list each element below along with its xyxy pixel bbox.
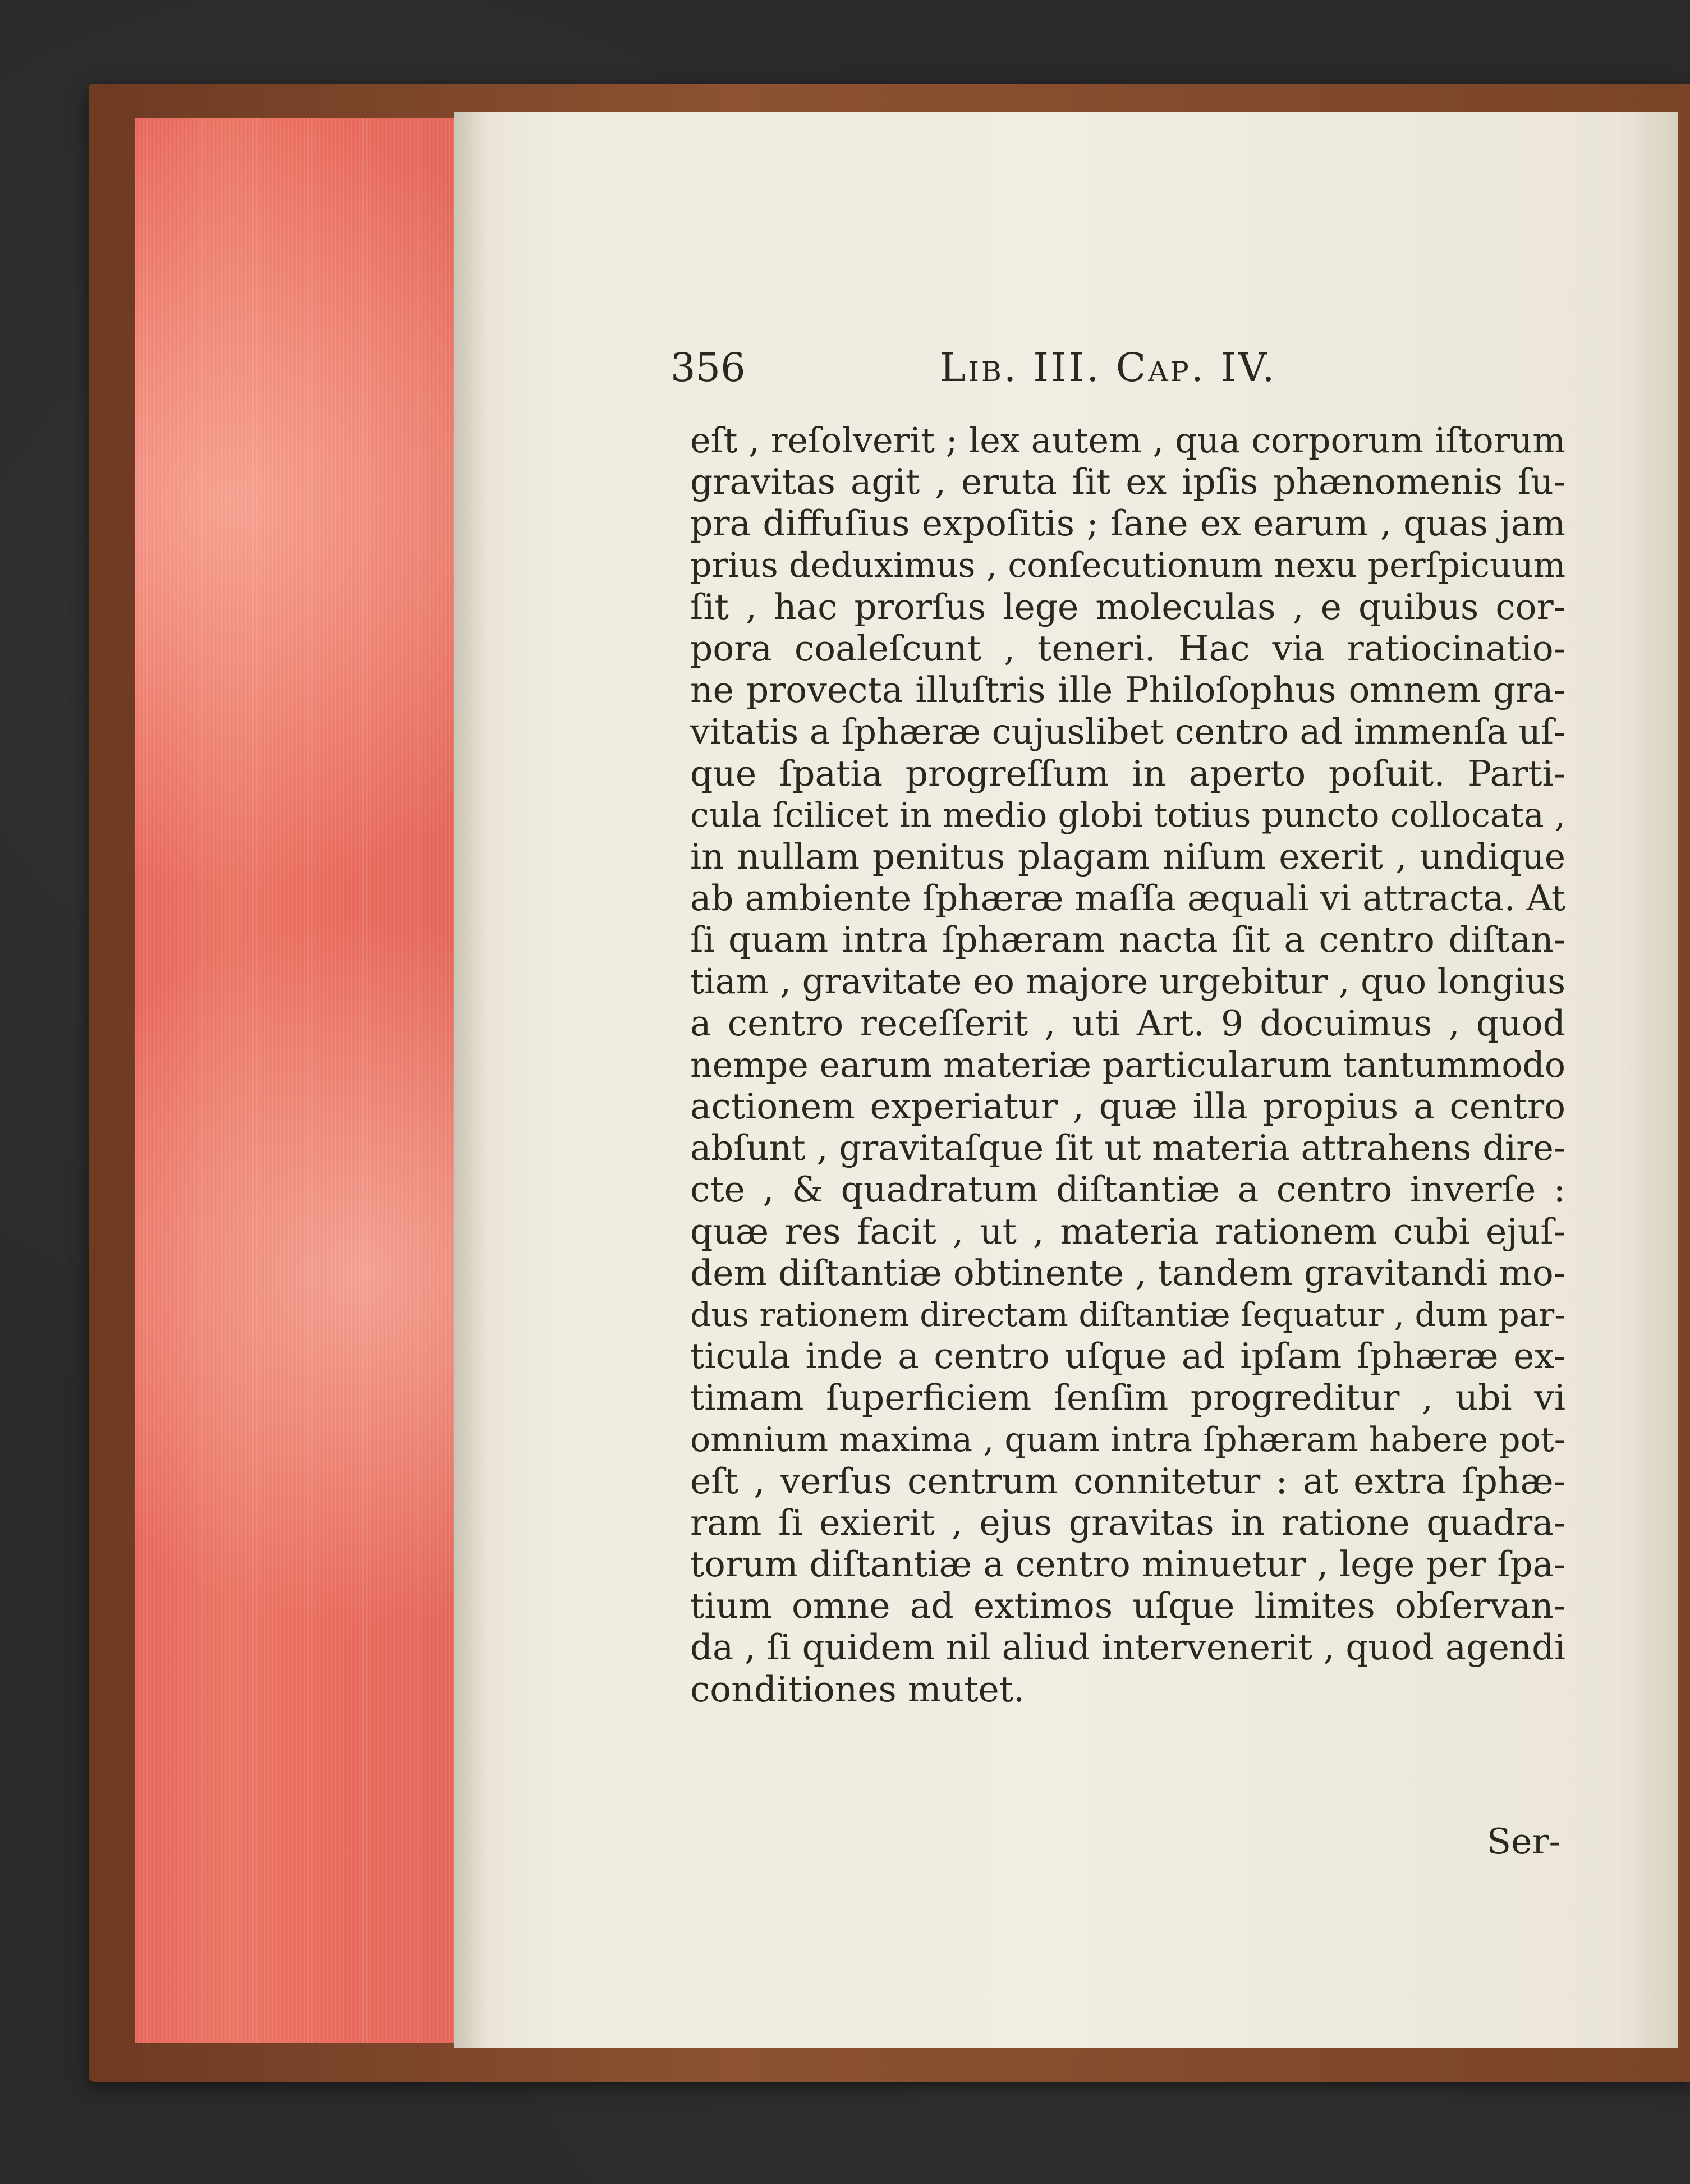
text-line: eſt , reſolverit ; lex autem , qua corporum iſtorum — [690, 420, 1565, 461]
text-line: ab ambiente ſphæræ maſſa æquali vi attracta. At — [690, 878, 1565, 919]
text-line: dem diſtantiæ obtinente , tandem gravitandi mo- — [690, 1252, 1565, 1293]
red-speckled-page-edges — [135, 118, 456, 2043]
text-line: conditiones mutet. — [690, 1668, 1025, 1710]
text-line: torum diſtantiæ a centro minuetur , lege per ſpa- — [690, 1544, 1565, 1585]
body-text — [690, 420, 1565, 1710]
text-line: ne provecta illuſtris ille Philoſophus omnem gra- — [690, 669, 1565, 711]
text-line: dus rationem directam diſtantiæ ſequatur , dum par- — [690, 1295, 1565, 1334]
text-line: ram ſi exierit , ejus gravitas in ratione quadra- — [690, 1502, 1565, 1543]
text-line: omnium maxima , quam intra ſphæram habere pot- — [690, 1420, 1565, 1460]
text-line: nempe earum materiæ particularum tantummodo — [690, 1044, 1566, 1085]
text-line: timam ſuperficiem ſenſim progreditur , ubi vi — [690, 1377, 1565, 1419]
text-line: gravitas agit , eruta ſit ex ipſis phænomenis ſu- — [690, 461, 1565, 503]
gutter-shadow — [454, 112, 488, 2048]
running-head-title: Lib. III. Cap. IV. — [940, 345, 1277, 391]
text-line: cula ſcilicet in medio globi totius puncto collocata , — [690, 795, 1565, 835]
text-line: cte , & quadratum diſtantiæ a centro inverſe : — [690, 1169, 1565, 1210]
text-line: in nullam penitus plagam niſum exerit , undique — [690, 836, 1565, 877]
text-line: tium omne ad extimos uſque limites obſervan- — [690, 1585, 1565, 1627]
text-line: prius deduximus , conſecutionum nexu perſpicuum — [690, 545, 1565, 585]
text-line: que ſpatia progreſſum in aperto poſuit. Parti- — [690, 753, 1565, 794]
text-line: pra diffuſius expoſitis ; ſane ex earum , quas jam — [690, 503, 1565, 544]
text-line: abſunt , gravitaſque ſit ut materia attrahens dire- — [690, 1127, 1565, 1169]
text-line: ticula inde a centro uſque ad ipſam ſphæræ ex- — [690, 1336, 1565, 1377]
text-line: a centro receſſerit , uti Art. 9 docuimus , quod — [690, 1002, 1565, 1044]
text-line: pora coaleſcunt , teneri. Hac via ratiocinatio- — [690, 627, 1565, 669]
catchword: Ser- — [1487, 1821, 1561, 1862]
text-line: ſi quam intra ſphæram nacta ſit a centro diſtan- — [690, 919, 1565, 961]
text-line: actionem experiatur , quæ illa propius a centro — [690, 1086, 1565, 1127]
text-line: vitatis a ſphæræ cujuslibet centro ad immenſa uſ- — [690, 711, 1566, 753]
running-head — [671, 342, 1417, 393]
text-line: tiam , gravitate eo majore urgebitur , quo longius — [690, 961, 1566, 1002]
text-line: eſt , verſus centrum connitetur : at extra ſphæ- — [690, 1460, 1565, 1502]
text-line: quæ res facit , ut , materia rationem cubi ejuſ- — [690, 1210, 1565, 1252]
page-number: 356 — [671, 345, 746, 391]
text-line: ſit , hac prorſus lege moleculas , e quibus cor- — [690, 586, 1565, 627]
text-line: da , ſi quidem nil aliud intervenerit , quod agendi — [690, 1627, 1565, 1668]
